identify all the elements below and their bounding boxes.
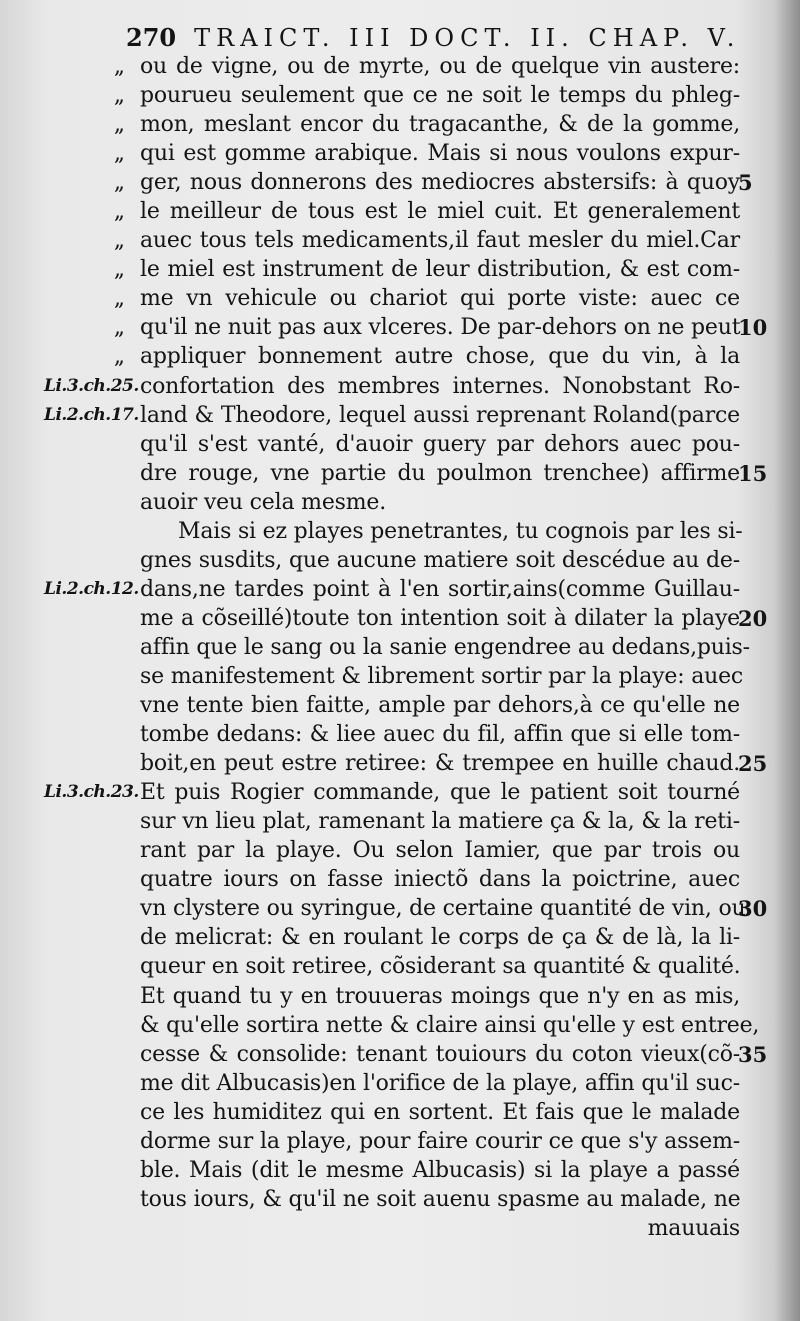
line-text: qu'il ne nuit pas aux vlceres. De par-dehors on ne peut: [140, 315, 741, 341]
quotation-marker: ,,: [114, 257, 122, 283]
quotation-marker: ,,: [114, 112, 122, 138]
line-text: mon, meslant encor du tragacanthe, & de la gomme,: [140, 112, 740, 138]
text-line: [0, 836, 800, 865]
line-text: ger, nous donnerons des mediocres abstersifs: à quoy: [140, 170, 740, 196]
line-text: auoir veu cela mesme.: [140, 489, 387, 515]
line-text: le miel est instrument de leur distribution, & est com-: [140, 257, 740, 283]
line-text: cesse & consolide: tenant touiours du coton vieux(cõ-: [140, 1041, 740, 1067]
line-text: dre rouge, vne partie du poulmon trenchee) affirme: [140, 460, 740, 486]
line-text: appliquer bonnement autre chose, que du vin, à la: [140, 344, 740, 370]
line-text: ble. Mais (dit le mesme Albucasis) si la playe a passé: [140, 1157, 740, 1183]
text-line: [0, 546, 800, 575]
line-text: & qu'elle sortira nette & claire ainsi qu'elle y est entree,: [140, 1012, 760, 1038]
line-text: ou de vigne, ou de myrte, ou de quelque vin austere:: [140, 54, 740, 79]
quotation-marker: ,,: [114, 54, 122, 79]
catchword: mauuais: [647, 1216, 740, 1241]
text-line: [0, 1040, 800, 1069]
text-line: [0, 982, 800, 1011]
marginal-reference: Li.2.ch.12.: [44, 578, 139, 599]
line-text: qu'il s'est vanté, d'auoir guery par dehors auec pou-: [140, 431, 740, 457]
line-number: 10: [738, 315, 768, 341]
text-line: [0, 168, 800, 197]
text-line: [0, 604, 800, 633]
line-text: queur en soit retiree, cõsiderant sa quantité & qualité.: [140, 954, 741, 980]
line-text: Et puis Rogier commande, que le patient soit tourné: [140, 780, 740, 806]
line-number: 5: [738, 170, 753, 196]
line-text: sur vn lieu plat, ramenant la matiere ça & la, & la reti-: [140, 809, 740, 835]
line-text: tous iours, & qu'il ne soit auenu spasme au malade, ne: [140, 1186, 741, 1212]
line-text: dorme sur la playe, pour faire courir ce que s'y assem-: [140, 1128, 740, 1154]
text-line: [0, 459, 800, 488]
text-line: [0, 778, 800, 807]
text-line: [0, 401, 800, 430]
text-line: [0, 865, 800, 894]
quotation-marker: ,,: [114, 141, 122, 167]
text-line: [0, 139, 800, 168]
text-line: [0, 1156, 800, 1185]
line-text: boit,en peut estre retiree: & trempee en huille chaud.: [140, 751, 740, 777]
quotation-marker: ,,: [114, 228, 122, 254]
line-text: rant par la playe. Ou selon Iamier, que par trois ou: [140, 838, 740, 864]
text-line: [0, 749, 800, 778]
line-number: 30: [738, 896, 768, 922]
text-line: [0, 81, 800, 110]
line-text: de melicrat: & en roulant le corps de ça & de là, la li-: [140, 925, 740, 951]
text-line: [0, 110, 800, 139]
text-line: [0, 894, 800, 923]
running-title: TRAICT. III DOCT. II. CHAP. V.: [194, 24, 741, 52]
line-text: dans,ne tardes point à l'en sortir,ains(comme Guillau-: [140, 576, 740, 602]
line-text: tombe dedans: & liee auec du fil, affin que si elle tom-: [140, 722, 740, 748]
line-text: confortation des membres internes. Nonobstant Ro-: [140, 373, 740, 399]
text-line: [0, 342, 800, 371]
text-line: [0, 575, 800, 604]
marginal-reference: Li.3.ch.25.: [44, 375, 139, 396]
text-line: [0, 226, 800, 255]
line-text: le meilleur de tous est le miel cuit. Et generalement: [140, 199, 740, 225]
marginal-reference: Li.2.ch.17.: [44, 404, 139, 425]
text-line: [0, 1127, 800, 1156]
quotation-marker: ,,: [114, 170, 122, 196]
text-line: [0, 372, 800, 401]
line-text: me vn vehicule ou chariot qui porte viste: auec ce: [140, 286, 740, 312]
text-line: [0, 1011, 800, 1040]
line-text: vne tente bien faitte, ample par dehors,à ce qu'elle ne: [140, 693, 740, 719]
text-line: [0, 1185, 800, 1214]
text-line: [0, 1098, 800, 1127]
quotation-marker: ,,: [114, 286, 122, 312]
quotation-marker: ,,: [114, 83, 122, 109]
line-text: auec tous tels medicaments,il faut mesler du miel.Car: [140, 228, 740, 254]
text-body: [0, 52, 800, 1214]
line-text: affin que le sang ou la sanie engendree au dedans,puis-: [140, 634, 750, 660]
quotation-marker: ,,: [114, 315, 122, 341]
line-number: 25: [738, 751, 768, 777]
line-text: land & Theodore, lequel aussi reprenant Roland(parce: [140, 402, 740, 428]
text-line: [0, 1069, 800, 1098]
line-text: Et quand tu y en trouueras moings que n'y en as mis,: [140, 983, 740, 1009]
line-text: pourueu seulement que ce ne soit le temps du phleg-: [140, 83, 740, 109]
line-text: me dit Albucasis)en l'orifice de la playe, affin qu'il suc-: [140, 1070, 740, 1096]
page-number: 270: [126, 23, 177, 52]
text-line: [0, 488, 800, 517]
text-line: [0, 430, 800, 459]
text-line: [0, 923, 800, 952]
text-line: [0, 197, 800, 226]
line-number: 20: [738, 605, 768, 631]
quotation-marker: ,,: [114, 199, 122, 225]
text-line: [0, 517, 800, 546]
line-text: ce les humiditez qui en sortent. Et fais que le malade: [140, 1099, 740, 1125]
line-number: 15: [738, 460, 768, 486]
marginal-reference: Li.3.ch.23.: [44, 782, 139, 803]
text-line: [0, 807, 800, 836]
text-line: [0, 52, 800, 81]
line-text: se manifestement & librement sortir par la playe: auec: [140, 663, 744, 689]
line-text: qui est gomme arabique. Mais si nous voulons expur-: [140, 141, 740, 167]
line-text: me a cõseillé)toute ton intention soit à dilater la playe: [140, 605, 740, 631]
line-number: 35: [738, 1041, 768, 1067]
line-text: quatre iours on fasse iniectõ dans la poictrine, auec: [140, 867, 740, 893]
text-line: [0, 313, 800, 342]
line-text: vn clystere ou syringue, de certaine quantité de vin, ou: [140, 896, 746, 922]
line-text: gnes susdits, que aucune matiere soit descédue au de-: [140, 547, 740, 573]
quotation-marker: ,,: [114, 344, 122, 370]
catchword-line: [0, 1214, 800, 1243]
text-line: [0, 952, 800, 981]
text-line: [0, 633, 800, 662]
text-line: [0, 720, 800, 749]
text-line: [0, 691, 800, 720]
line-text: Mais si ez playes penetrantes, tu cognois par les si-: [178, 518, 743, 544]
text-line: [0, 662, 800, 691]
text-line: [0, 284, 800, 313]
text-line: [0, 255, 800, 284]
